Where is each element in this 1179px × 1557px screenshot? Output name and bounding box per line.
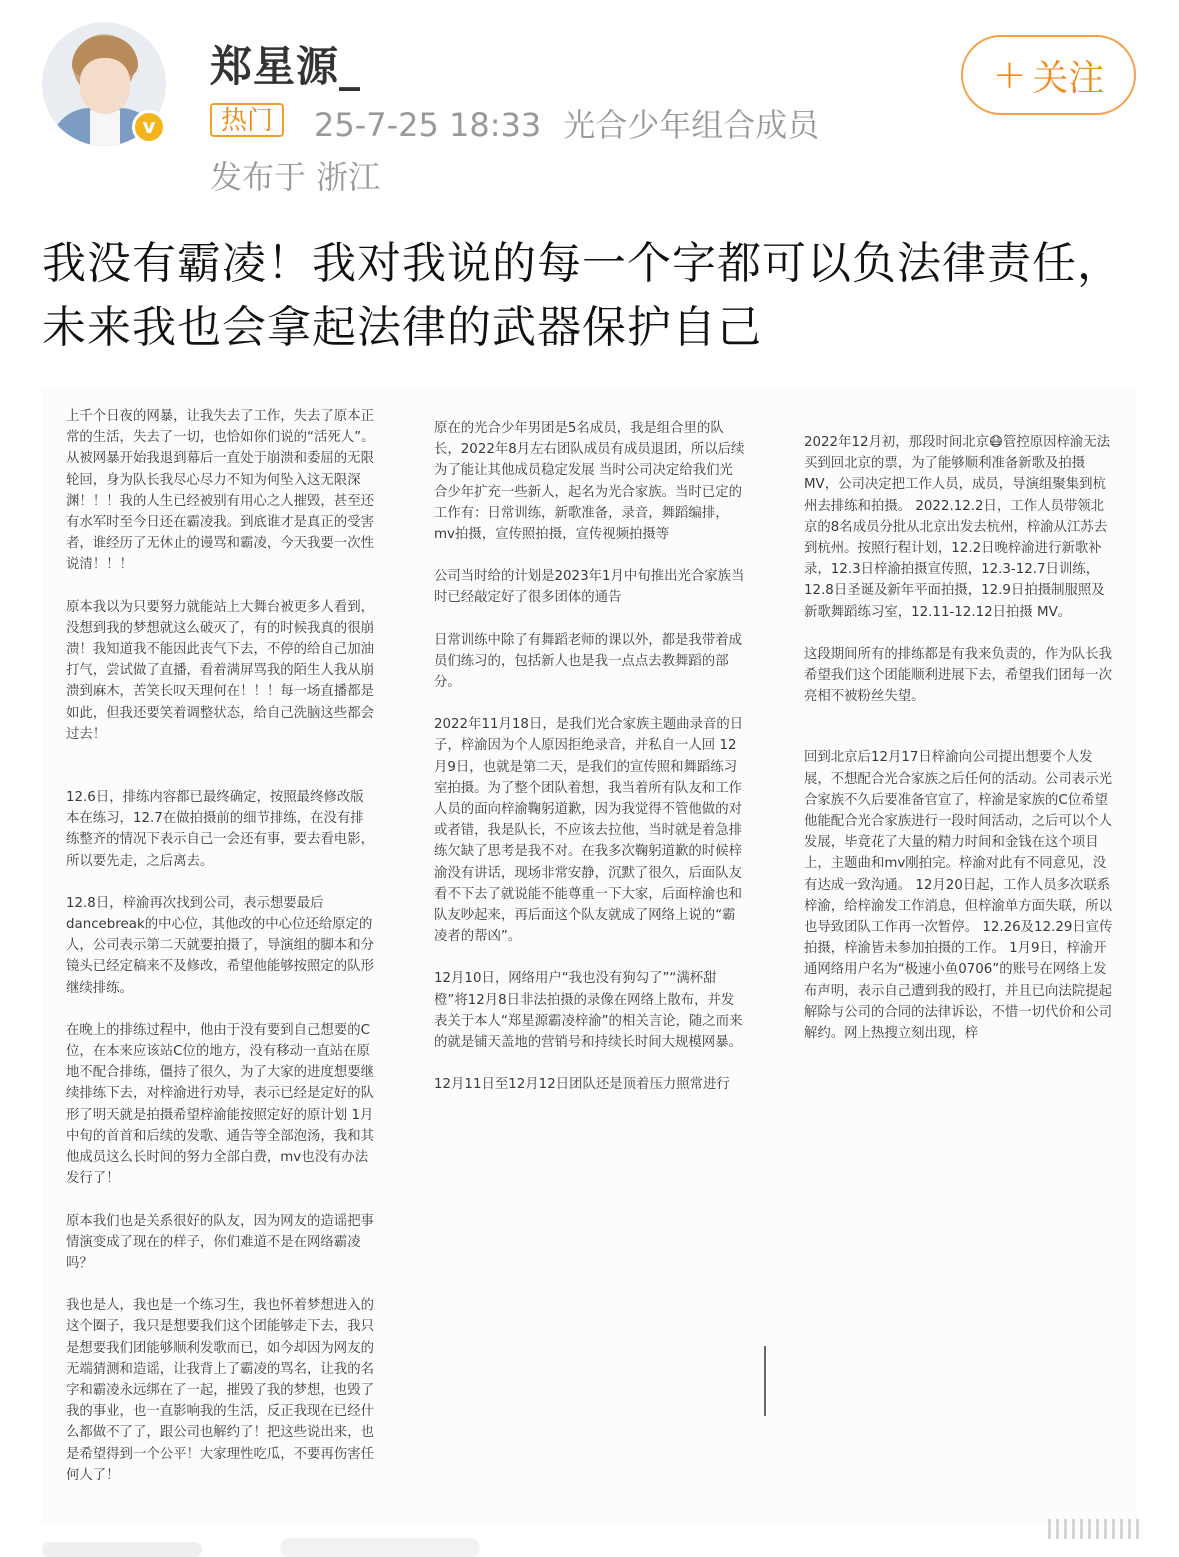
statement-paragraph: 日常训练中除了有舞蹈老师的课以外，都是我带着成员们练习的，包括新人也是我一点点去教舞蹈的部分。	[434, 632, 742, 691]
statement-paragraph: 我也是人，我也是一个练习生，我也怀着梦想进入的这个圈子，我只是想要我们这个团能够走下去，我只是想要我们团能够顺利发歌而已，如今却因为网友的无端猜测和造谣，让我背上了霸凌的骂名，让我的名字和霸凌永远绑在了一起，摧毁了我的梦想，也毁了我的事业，也一直影响我的生活，反正我现在已经什么都做不了了，跟公司也解约了！把这些说出来，也是希望得到一个公平！大家理性吃瓜，不要再伤害任何人了！	[66, 1298, 374, 1483]
post-timestamp: 25-7-25 18:33	[314, 106, 542, 144]
statement-paragraph: 12月10日，网络用户“我也没有狗勾了”“满杯甜橙”将12月8日非法拍摄的录像在网络上散布，并发表关于本人“郑星源霸凌梓渝”的相关言论，随之而来的就是铺天盖地的营销号和持续长时间大规模网暴。	[434, 971, 743, 1051]
statement-paragraph: 2022年12月初，那段时间北京😷管控原因梓渝无法买到回北京的票，为了能够顺利准备新歌及拍摄MV，公司决定把工作人员，成员，导演组聚集到杭州去排练和拍摄。 2022.12.2日，工作人员带领北京的8名成员分批从北京出发去杭州，梓渝从江苏去到杭州。按照行程计划，12.2日晚梓渝进行新歌补录，12.3日梓渝拍摄宣传照，12.3-12.7日训练，12.8日圣诞及新年平面拍摄，12.9日拍摄制服照及新歌舞蹈练习室，12.11-12.12日拍摄 MV。	[804, 435, 1111, 620]
statement-paragraph: 在晚上的排练过程中，他由于没有要到自己想要的C位，在本来应该站C位的地方，没有移动一直站在原地不配合排练，僵持了很久，为了大家的进度想要继续排练下去，对梓渝进行劝导，表示已经是定好的队形了明天就是拍摄希望梓渝能按照定好的原计划 1月中旬的首首和后续的发歌、通告等全部泡汤，我和其他成员这么长时间的努力全部白费，mv也没有办法发行了！	[66, 1022, 374, 1187]
author-name[interactable]: 郑星源_	[210, 42, 362, 91]
statement-image[interactable]	[42, 388, 1137, 1524]
post-location: 发布于 浙江	[210, 158, 381, 196]
hot-badge: 热门	[210, 103, 284, 137]
cut-off-pill	[280, 1538, 480, 1557]
statement-paragraph: 12.8日，梓渝再次找到公司，表示想要最后dancebreak的中心位，其他改的中心位还给原定的人，公司表示第二天就要拍摄了，导演组的脚本和分镜头已经定稿来不及修改，希望他能够按照定的队形继续排练。	[66, 895, 374, 996]
statement-paragraph: 原本我以为只要努力就能站上大舞台被更多人看到，没想到我的梦想就这么破灭了，有的时候我真的很崩溃！我知道我不能因此丧气下去，不停的给自己加油打气，尝试做了直播，看着满屏骂我的陌生人我从崩溃到麻木，苦笑长叹天理何在！！！每一场直播都是如此，但我还要笑着调整状态，给自己洗脑这些都会过去！	[66, 599, 374, 742]
statement-paragraph: 原在的光合少年男团是5名成员，我是组合里的队长，2022年8月左右团队成员有成员退团，所以后续为了能让其他成员稳定发展 当时公司决定给我们光合少年扩充一些新人，起名为光合家族。当时已定的工作有：日常训练，新歌准备，录音，舞蹈编排，mv拍摄，宣传照拍摄，宣传视频拍摄等	[434, 421, 745, 543]
post-meta	[314, 100, 819, 146]
column-divider	[764, 1346, 766, 1416]
statement-paragraph: 2022年11月18日，是我们光合家族主题曲录音的日子，梓渝因为个人原因拒绝录音，并私自一人回 12月9日，也就是第二天，是我们的宣传照和舞蹈练习室拍摄。为了整个团队着想，我当着所有队友和工作人员的面向梓渝鞠躬道歉，因为我觉得不管他做的对或者错，我是队长，不应该去拉他，当时就是着急排练欠缺了思考是我不对。在我多次鞠躬道歉的时候梓渝没有讲话，现场非常安静，沉默了很久，后面队友看不下去了就说能不能尊重一下大家，后面梓渝也和队友吵起来，再后面这个队友就成了网络上说的“霸凌者的帮凶”。	[434, 717, 744, 945]
statement-column-3	[804, 432, 1114, 1065]
cut-off-text	[42, 1542, 202, 1557]
statement-paragraph: 原本我们也是关系很好的队友，因为网友的造谣把事情演变成了现在的样子，你们难道不是在网络霸凌吗？	[66, 1213, 374, 1271]
plus-icon: +	[992, 52, 1027, 98]
follow-button[interactable]	[961, 35, 1136, 115]
author-role: 光合少年组合成员	[563, 106, 820, 144]
follow-label: 关注	[1032, 57, 1105, 99]
statement-column-1	[66, 406, 376, 1507]
post-title: 我没有霸凌！我对我说的每一个字都可以负法律责任，未来我也会拿起法律的武器保护自己	[42, 238, 1122, 353]
image-watermark	[1048, 1519, 1168, 1545]
statement-column-2	[434, 418, 746, 1116]
statement-paragraph: 12.6日，排练内容都已最终确定，按照最终修改版本在练习，12.7在做拍摄前的细节排练，在没有排练整齐的情况下表示自己一会还有事，要去看电影，所以要先走，之后离去。	[66, 790, 374, 869]
statement-paragraph: 上千个日夜的网暴，让我失去了工作，失去了原本正常的生活，失去了一切，也恰如你们说的“活死人”。从被网暴开始我退到幕后一直处于崩溃和委屈的无限轮回，身为队长我尽心尽力不知为何坠入这无限深渊！！！我的人生已经被别有用心之人摧毁，甚至还有水军时至今日还在霸凌我。到底谁才是真正的受害者，谁经历了无休止的谩骂和霸凌，今天我要一次性说清！！！	[66, 409, 375, 573]
statement-paragraph: 公司当时给的计划是2023年1月中旬推出光合家族当时已经敲定好了很多团体的通告	[434, 569, 745, 606]
statement-paragraph: 12月11日至12月12日团队还是顶着压力照常进行	[434, 1077, 730, 1093]
verified-icon: v	[132, 110, 166, 144]
statement-paragraph: 这段期间所有的排练都是有我来负责的，作为队长我希望我们这个团能顺利进展下去，希望我们团每一次亮相不被粉丝失望。	[804, 646, 1112, 705]
statement-paragraph: 回到北京后12月17日梓渝向公司提出想要个人发展，不想配合光合家族之后任何的活动。公司表示光合家族不久后要准备官宣了，梓渝是家族的C位希望他能配合光合家族进行一段时间活动，之后可以个人发展，毕竟花了大量的精力时间和金钱在这个项目上，主题曲和mv刚拍完。梓渝对此有不同意见，没有达成一致沟通。 12月20日起，工作人员多次联系梓渝，给梓渝发工作消息，但梓渝单方面失联，所以也导致团队工作再一次暂停。 12.26及12.29日宣传拍摄，梓渝皆未参加拍摄的工作。 1月9日，梓渝开通网络用户名为“极速小鱼0706”的账号在网络上发布声明，表示自己遭到我的殴打，并且已向法院提起解除与公司的合同的法律诉讼，不惜一切代价和公司解约。网上热搜立刻出现，梓	[804, 750, 1113, 1042]
